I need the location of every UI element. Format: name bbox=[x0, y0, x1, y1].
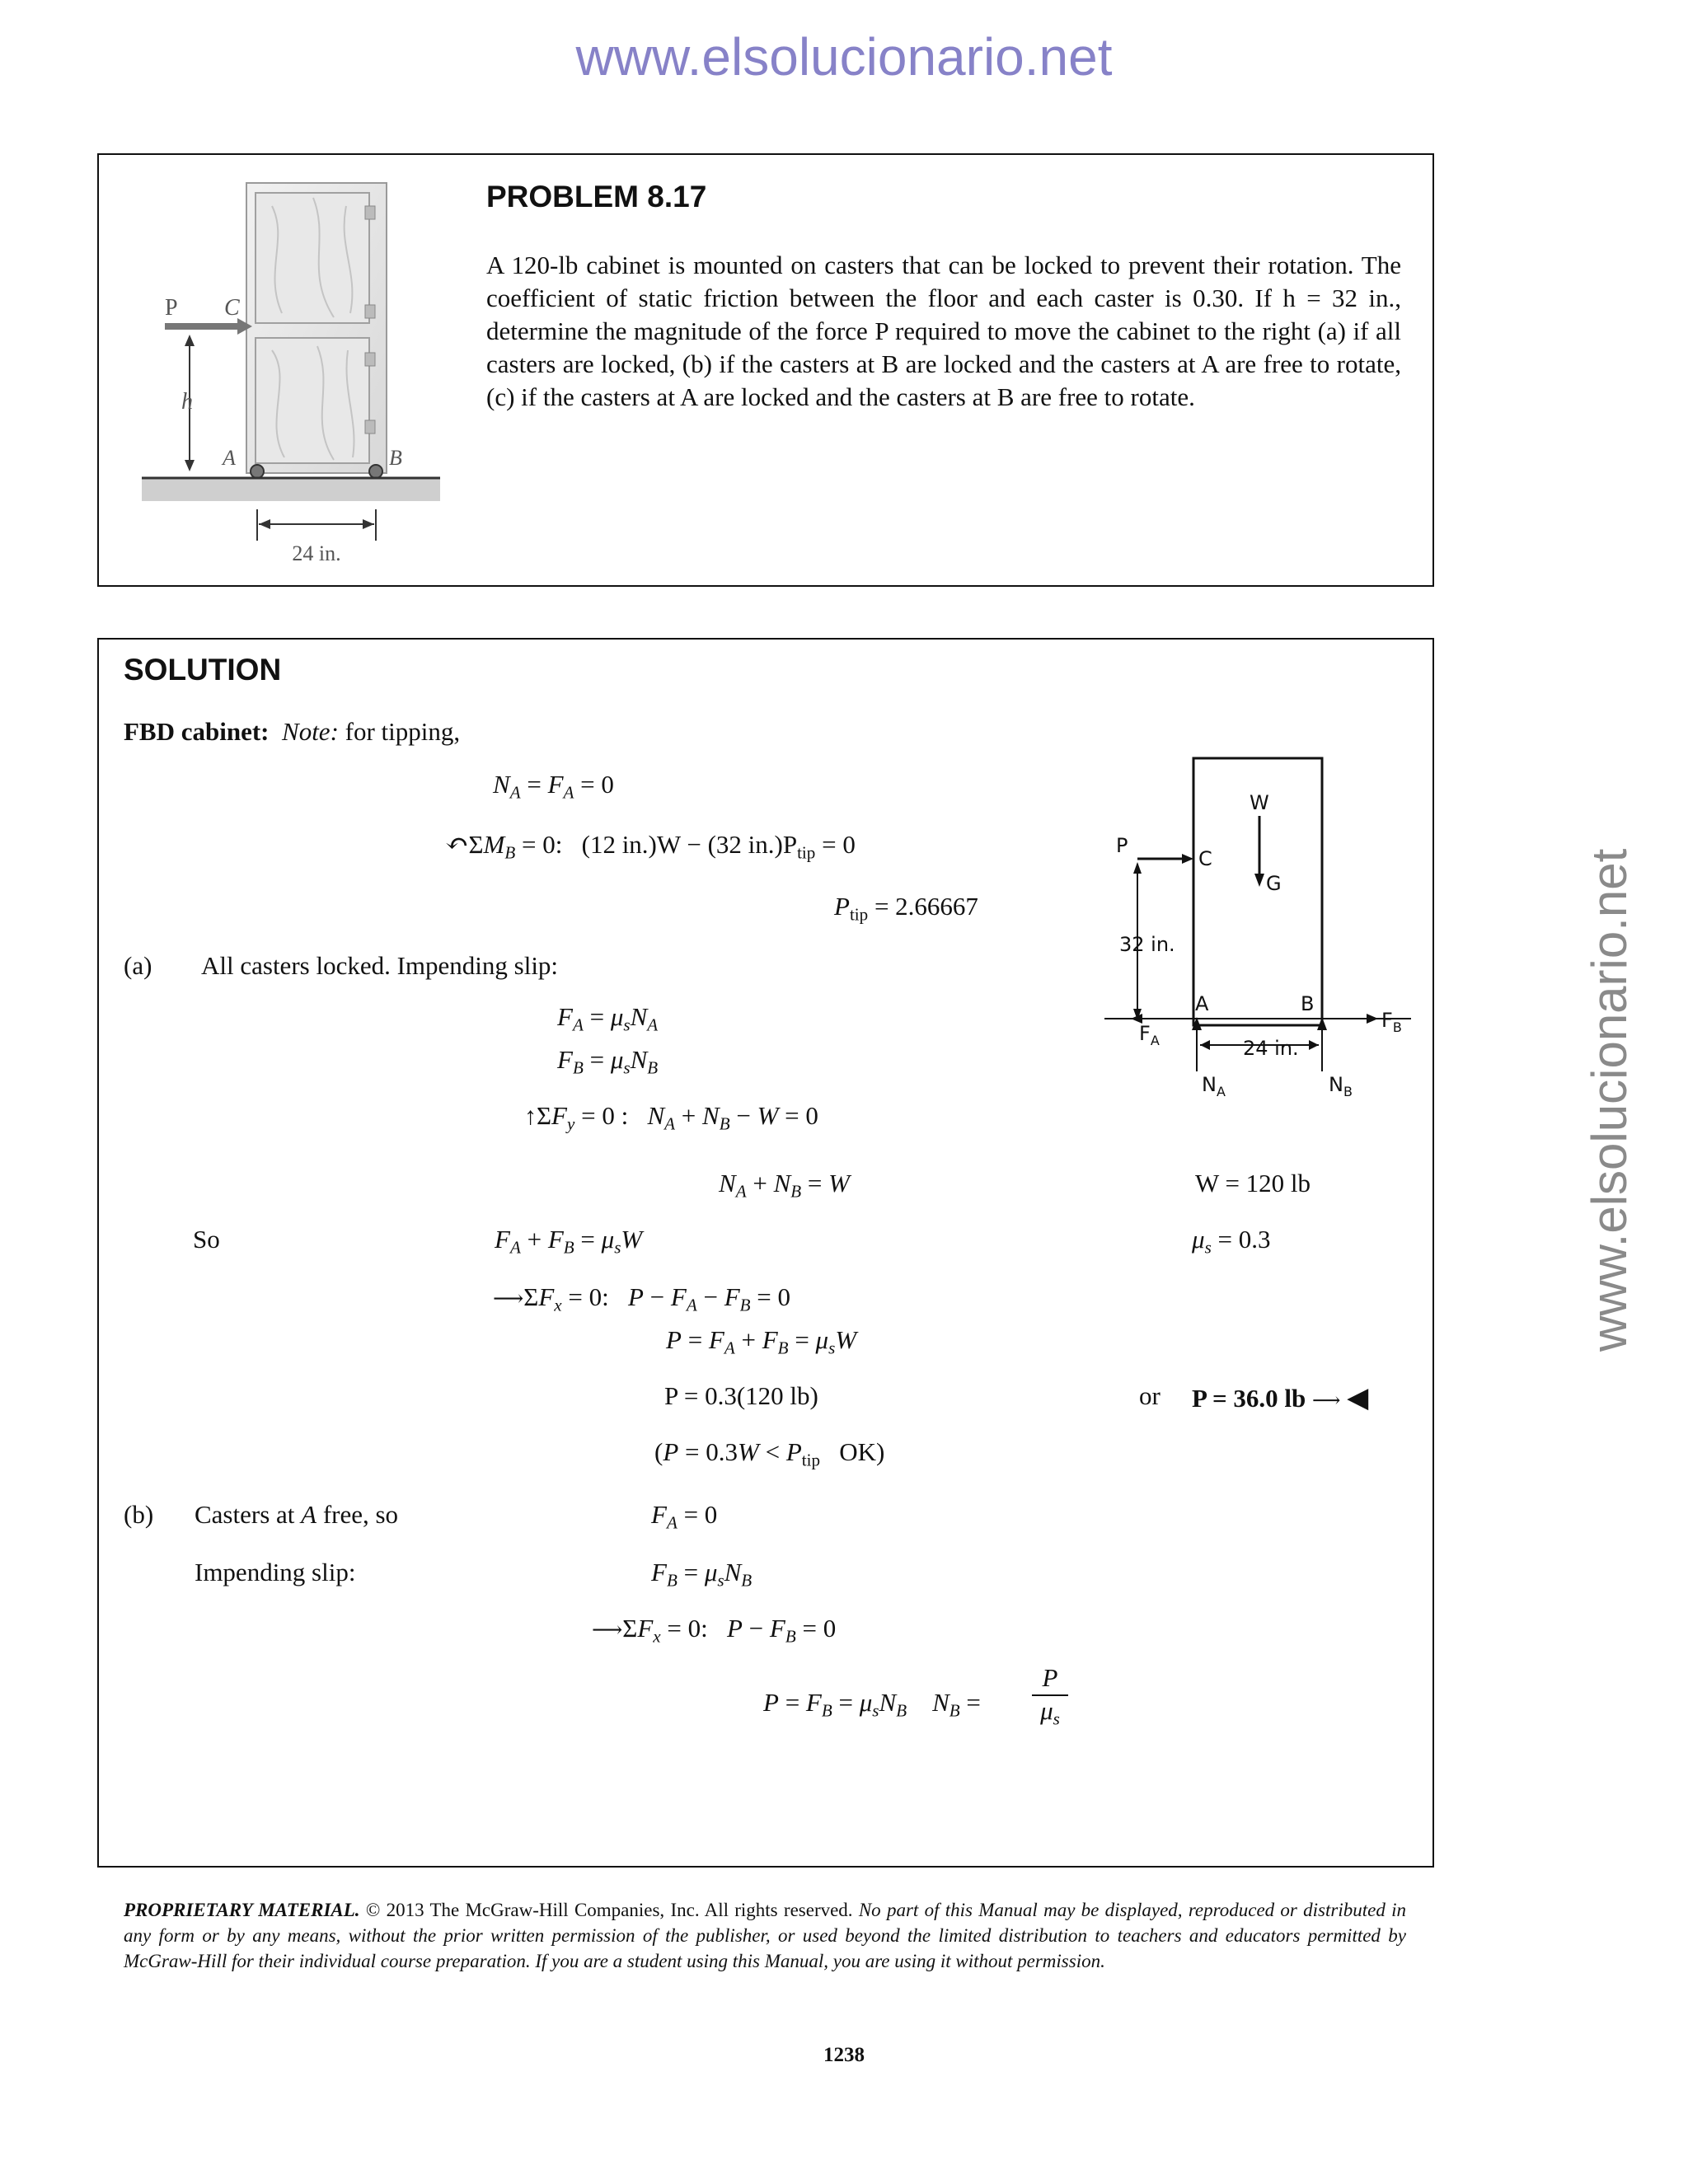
result-a-value: P = 36.0 lb bbox=[1192, 1384, 1306, 1413]
impending-b: Impending slip: bbox=[195, 1558, 356, 1586]
watermark-top[interactable]: www.elsolucionario.net bbox=[575, 27, 1113, 87]
fbd-nb: $N_B$ bbox=[1329, 1073, 1353, 1099]
or-label: or bbox=[1139, 1381, 1160, 1410]
fbd-height: 32 in. bbox=[1119, 933, 1175, 956]
page-number: 1238 bbox=[823, 2044, 865, 2066]
result-a: P = 36.0 lb ⟶ ◀ bbox=[1192, 1383, 1369, 1413]
part-a-label: (a) bbox=[124, 951, 152, 980]
eq-fb-b: $F_B = \mu_sN_B$ bbox=[651, 1558, 753, 1591]
note-label: Note: bbox=[282, 717, 339, 746]
mu-value-line: $\mu_s = 0.3$ bbox=[1192, 1225, 1271, 1258]
fbd-fa: $F_A$ bbox=[1139, 1022, 1160, 1048]
eq-sum-fx-b: $⟶\Sigma F_x = 0$: $P - F_B = 0$ bbox=[592, 1614, 837, 1647]
footer-normal: © 2013 The McGraw-Hill Companies, Inc. All rights reserved. bbox=[365, 1900, 853, 1920]
eq-p-tip: $P_{tip} = 2.66667$ bbox=[834, 892, 978, 925]
mu-value: = 0.3 bbox=[1217, 1225, 1271, 1254]
eq-p-numeric: P = 0.3(120 lb) bbox=[664, 1381, 818, 1410]
eq-p-sum: $P = F_A + F_B = \mu_sW$ bbox=[666, 1325, 857, 1358]
fbd-a: A bbox=[1195, 992, 1209, 1015]
fbd-width: 24 in. bbox=[1243, 1037, 1299, 1060]
part-b-text: Casters at A free, so bbox=[195, 1500, 399, 1529]
caster-a bbox=[251, 465, 264, 478]
label-a: A bbox=[223, 446, 236, 470]
footer-bold: PROPRIETARY MATERIAL. bbox=[124, 1900, 360, 1920]
eq-fa-zero: $F_A = 0$ bbox=[651, 1500, 718, 1533]
label-h: h bbox=[181, 389, 193, 415]
so-label: So bbox=[193, 1225, 220, 1254]
eq-check: ($P = 0.3W < P_{tip}$ OK) bbox=[654, 1437, 885, 1470]
caster-b bbox=[369, 465, 382, 478]
solution-heading: SOLUTION bbox=[124, 653, 282, 687]
fraction-nb: P $\mu_s$ bbox=[1032, 1663, 1068, 1726]
eq-tipping: $N_A = F_A = 0$ bbox=[493, 770, 614, 803]
fbd-na: $N_A$ bbox=[1202, 1073, 1226, 1099]
cabinet-figure bbox=[132, 173, 478, 569]
fbd-fb: $F_B$ bbox=[1381, 1009, 1402, 1035]
label-b: B bbox=[389, 446, 402, 470]
fbd-label-line bbox=[124, 717, 460, 747]
check-ok: OK) bbox=[839, 1437, 885, 1466]
label-c: C bbox=[224, 295, 240, 321]
fbd-g: G bbox=[1266, 872, 1282, 895]
dimension-label: 24 in. bbox=[292, 541, 341, 565]
eq-na-nb: $N_A + N_B = W$ bbox=[719, 1169, 850, 1202]
problem-title: PROBLEM 8.17 bbox=[486, 180, 707, 213]
eq-fb: $F_B = \mu_sN_B$ bbox=[557, 1045, 659, 1078]
w-value: W = 120 lb bbox=[1195, 1169, 1311, 1197]
note-text: for tipping, bbox=[345, 717, 461, 746]
fbd-b: B bbox=[1301, 992, 1315, 1015]
fbd-p: P bbox=[1116, 834, 1128, 857]
eq-fa-fb: $F_A + F_B = \mu_sW$ bbox=[495, 1225, 643, 1258]
eq-moment: $↶\Sigma M_B = 0$: (12 in.)W − (32 $in.)P_{tip} = 0$ bbox=[445, 829, 856, 863]
eq-p-fb: $P = F_B = \mu_sN_B$ $N_B$ = bbox=[763, 1688, 981, 1721]
eq-sum-fy: $↑\Sigma F_y = 0$ : $N_A + N_B - W = 0$ bbox=[524, 1101, 818, 1134]
moment-expression: (12 in.)W − (32 in.)P bbox=[581, 830, 798, 859]
fbd-c: C bbox=[1198, 847, 1212, 870]
p-tip-value: = 2.66667 bbox=[874, 892, 978, 921]
problem-statement: A 120-lb cabinet is mounted on casters that can be locked to prevent their rotation. The coefficient of static friction between the floor and each caster is 0.30. If h = 32 in., determine the magnitude of the force P required to move the cabinet to the right (a) if all casters are locked, (b) if the casters at B are locked and the casters at A are free to rotate, (c) if the casters at A are locked and the casters at B are free to rotate. bbox=[486, 251, 1401, 411]
part-b-label: (b) bbox=[124, 1500, 154, 1529]
floor bbox=[142, 478, 440, 501]
label-p: P bbox=[165, 295, 178, 321]
cabinet-lower-door bbox=[256, 338, 369, 463]
fbd-sketch bbox=[1104, 742, 1418, 1121]
eq-fa: $F_A = \mu_sN_A$ bbox=[557, 1002, 659, 1035]
fbd-w: W bbox=[1250, 791, 1269, 814]
fbd-label: FBD cabinet: bbox=[124, 717, 270, 746]
part-a-text: All casters locked. Impending slip: bbox=[201, 951, 559, 980]
eq-sum-fx-a: $⟶\Sigma F_x = 0$: $P - F_A - F_B = 0$ bbox=[493, 1282, 791, 1315]
footer-copyright bbox=[124, 1897, 1406, 1974]
footer-italic: No part of this Manual may be displayed, reproduced or distributed in any form or by any means, without the prior written permission of the publisher, or used beyond the limited distribution to teachers and educators permitted by McGraw-Hill for their individual course preparation. If you are a student using this Manual, you are using it without permission. bbox=[124, 1900, 1406, 1971]
